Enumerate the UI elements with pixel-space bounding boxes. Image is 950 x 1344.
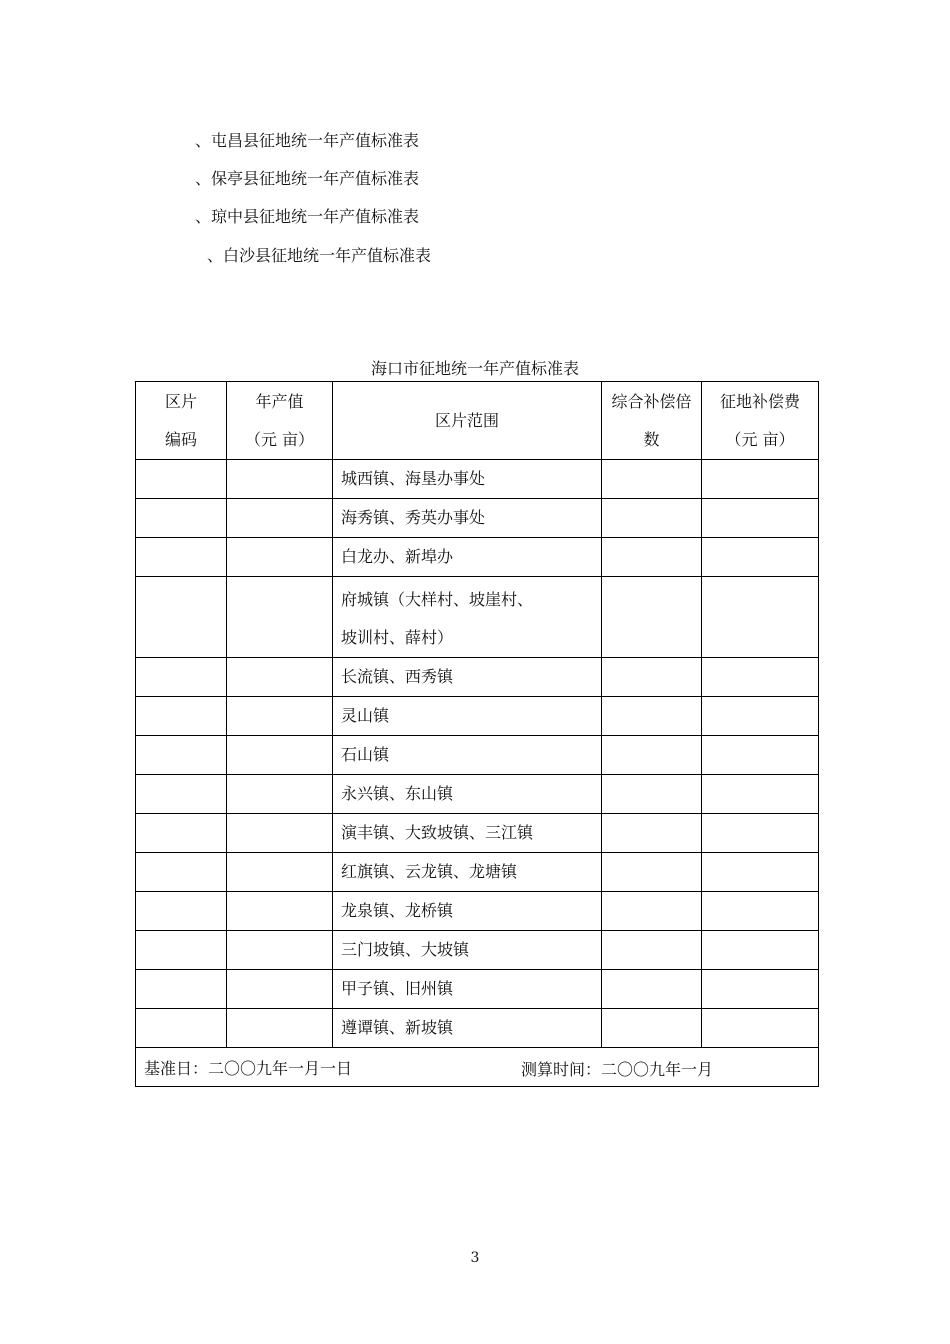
header-fee-line1: 征地补偿费 <box>719 391 800 411</box>
header-code-line2: 编码 <box>164 429 197 449</box>
header-value-line1: 年产值 <box>255 391 304 411</box>
header-fee <box>702 382 819 460</box>
range-cell: 永兴镇、东山镇 <box>333 775 602 814</box>
table-row <box>136 1009 819 1048</box>
table-row <box>136 460 819 499</box>
table-row <box>136 697 819 736</box>
range-cell: 龙泉镇、龙桥镇 <box>333 892 602 931</box>
range-cell: 石山镇 <box>333 736 602 775</box>
range-cell: 演丰镇、大致坡镇、三江镇 <box>333 814 602 853</box>
table-row <box>136 736 819 775</box>
table-row <box>136 499 819 538</box>
range-cell: 城西镇、海垦办事处 <box>333 460 602 499</box>
table-title: 海口市征地统一年产值标准表 <box>370 359 579 378</box>
list-item-baoting: 、保亭县征地统一年产值标准表 <box>195 169 420 188</box>
table-row <box>136 775 819 814</box>
header-multiple-line1: 综合补偿倍 <box>611 391 692 411</box>
header-code <box>136 382 227 460</box>
table-row <box>136 814 819 853</box>
list-item-tunchang: 、屯昌县征地统一年产值标准表 <box>195 131 420 150</box>
range-cell: 海秀镇、秀英办事处 <box>333 499 602 538</box>
range-cell: 三门坡镇、大坡镇 <box>333 931 602 970</box>
range-cell: 遵谭镇、新坡镇 <box>333 1009 602 1048</box>
header-range: 区片范围 <box>333 382 602 460</box>
table-row <box>136 931 819 970</box>
range-cell <box>333 577 602 658</box>
header-fee-line2: （元 亩） <box>725 429 795 449</box>
header-code-line1: 区片 <box>164 391 197 411</box>
range-line1: 府城镇（大样村、坡崖村、 <box>341 590 534 609</box>
list-item-baisha: 、白沙县征地统一年产值标准表 <box>207 246 432 265</box>
header-multiple-line2: 数 <box>643 429 660 449</box>
table-row <box>136 577 819 658</box>
base-date: 基准日：二〇〇九年一月一日 <box>144 1058 353 1078</box>
table-row <box>136 853 819 892</box>
table-row <box>136 970 819 1009</box>
range-line2: 坡训村、薛村） <box>341 628 454 647</box>
table-row <box>136 538 819 577</box>
footer-cell <box>136 1048 819 1087</box>
header-multiple <box>602 382 702 460</box>
range-cell: 甲子镇、旧州镇 <box>333 970 602 1009</box>
table-header-row <box>136 382 819 460</box>
table-footer-row <box>136 1048 819 1087</box>
range-cell: 白龙办、新埠办 <box>333 538 602 577</box>
range-cell: 红旗镇、云龙镇、龙塘镇 <box>333 853 602 892</box>
list-item-qiongzhong: 、琼中县征地统一年产值标准表 <box>195 207 420 226</box>
standard-table <box>135 381 819 1087</box>
page-number: 3 <box>470 1250 480 1266</box>
range-cell: 长流镇、西秀镇 <box>333 658 602 697</box>
range-cell: 灵山镇 <box>333 697 602 736</box>
table-row <box>136 658 819 697</box>
header-value-line2: （元 亩） <box>244 429 315 449</box>
header-annual-value <box>227 382 333 460</box>
calc-time: 测算时间：二〇〇九年一月 <box>521 1060 714 1079</box>
table-row <box>136 892 819 931</box>
